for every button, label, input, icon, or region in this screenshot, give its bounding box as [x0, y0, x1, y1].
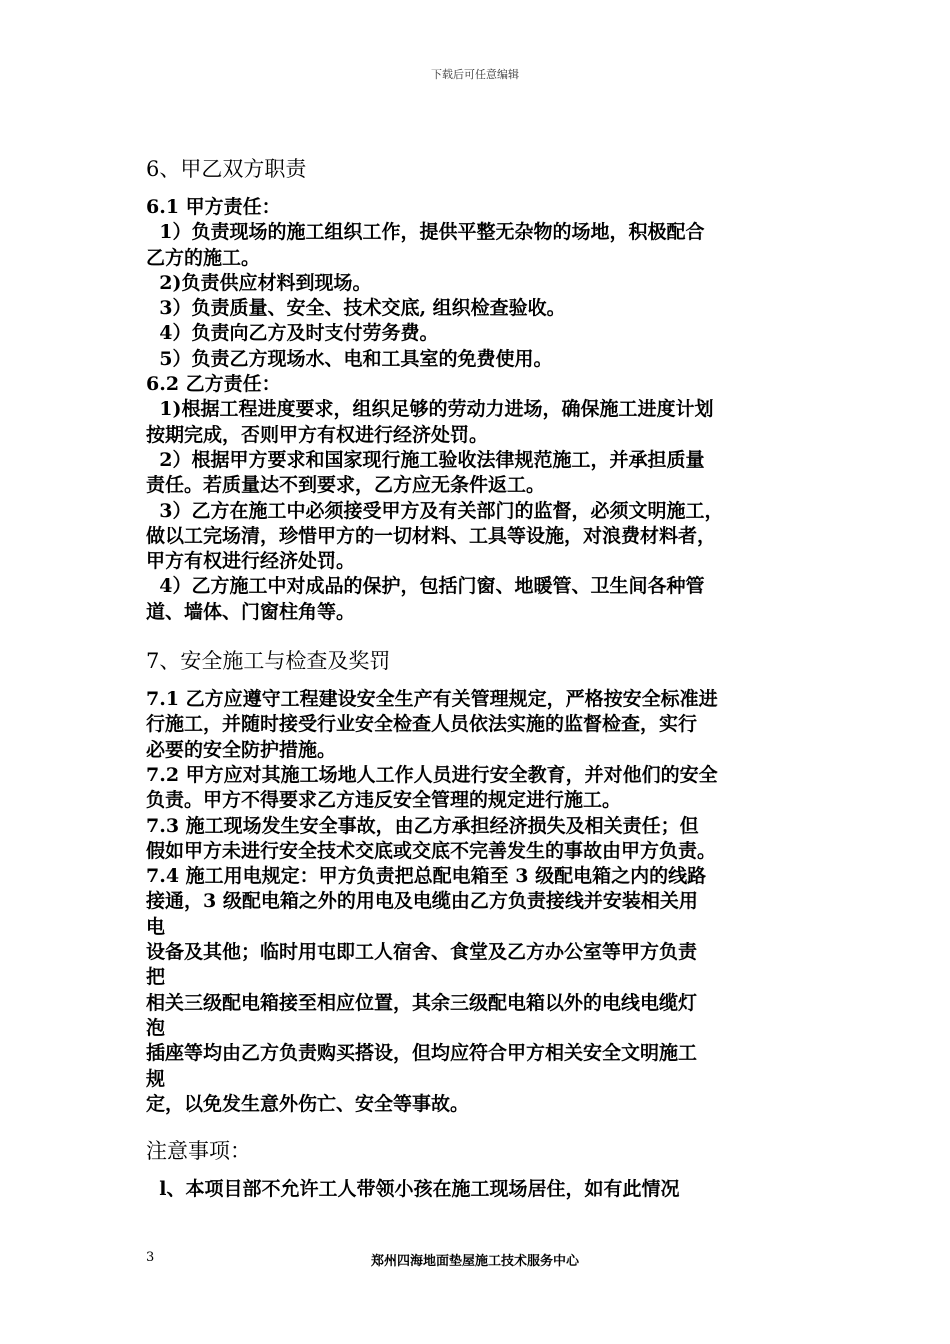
- text-line: 7.2 甲方应对其施工场地人工作人员进行安全教育，并对他们的安全: [146, 763, 718, 786]
- text-line: 插座等均由乙方负责购买搭设，但均应符合甲方相关安全文明施工: [146, 1042, 698, 1065]
- text-line: 按期完成，否则甲方有权进行经济处罚。: [146, 423, 489, 446]
- notes-title: 注意事项：: [146, 1139, 251, 1164]
- text-line: 乙方的施工。: [146, 246, 261, 269]
- text-line: 道、墙体、门窗柱角等。: [146, 600, 356, 623]
- text-line: 责任。若质量达不到要求，乙方应无条件返工。: [146, 474, 546, 497]
- text-line: 4）负责向乙方及时支付劳务费。: [146, 322, 439, 345]
- text-line: l、本项目部不允许工人带领小孩在施工现场居住，如有此情况: [146, 1178, 680, 1201]
- text-line: 3）负责质量、安全、技术交底, 组织检查验收。: [146, 297, 566, 320]
- text-line: 1)根据工程进度要求，组织足够的劳动力进场，确保施工进度计划: [146, 398, 714, 421]
- text-line: 6.1 甲方责任：: [146, 196, 281, 218]
- text-line: 负责。甲方不得要求乙方违反安全管理的规定进行施工。: [146, 789, 622, 812]
- text-line: 7.3 施工现场发生安全事故，由乙方承担经济损失及相关责任；但: [146, 814, 699, 837]
- text-line: 2)负责供应材料到现场。: [146, 271, 372, 294]
- text-line: 电: [146, 915, 166, 938]
- section-7-body: [146, 687, 826, 1117]
- text-line: 7.4 施工用电规定：甲方负责把总配电箱至 3 级配电箱之内的线路: [146, 865, 707, 888]
- text-line: 假如甲方未进行安全技术交底或交底不完善发生的事故由甲方负责。: [146, 839, 717, 862]
- text-line: 把: [146, 966, 166, 989]
- text-line: 定，以免发生意外伤亡、安全等事故。: [146, 1092, 470, 1115]
- text-line: 3）乙方在施工中必须接受甲方及有关部门的监督，必须文明施工，: [146, 499, 724, 522]
- section-7-title: 7、安全施工与检查及奖罚: [146, 649, 391, 674]
- document-body: [146, 155, 826, 1202]
- section-6-body: [146, 195, 826, 625]
- text-line: 泡: [146, 1016, 166, 1039]
- text-line: 2）根据甲方要求和国家现行施工验收法律规范施工，并承担质量: [146, 448, 705, 471]
- text-line: 接通，3 级配电箱之外的用电及电缆由乙方负责接线并安装相关用: [146, 890, 698, 913]
- page-header: 下载后可任意编辑: [431, 68, 519, 81]
- notes-body: [146, 1177, 826, 1202]
- text-line: 必要的安全防护措施。: [146, 738, 337, 761]
- text-line: 设备及其他；临时用屯即工人宿舍、食堂及乙方办公室等甲方负责: [146, 941, 698, 964]
- text-line: 5）负责乙方现场水、电和工具室的免费使用。: [146, 347, 553, 370]
- section-6-title: 6、甲乙双方职责: [146, 157, 307, 181]
- text-line: 相关三级配电箱接至相应位置，其余三级配电箱以外的电线电缆灯: [146, 991, 698, 1014]
- text-line: 6.2 乙方责任：: [146, 373, 281, 396]
- footer-text: 郑州四海地面垫屋施工技术服务中心: [370, 1254, 579, 1269]
- text-line: 甲方有权进行经济处罚。: [146, 550, 356, 573]
- text-line: 7.1 乙方应遵守工程建设安全生产有关管理规定，严格按安全标准进: [146, 688, 718, 711]
- page-number: 3: [146, 1250, 155, 1265]
- text-line: 规: [146, 1067, 166, 1090]
- text-line: 1）负责现场的施工组织工作，提供平整无杂物的场地，积极配合: [146, 221, 705, 244]
- text-line: 做以工完场清，珍惜甲方的一切材料、工具等设施，对浪费材料者，: [146, 524, 717, 547]
- text-line: 行施工，并随时接受行业安全检查人员依法实施的监督检查，实行: [146, 713, 698, 736]
- text-line: 4）乙方施工中对成品的保护，包括门窗、地暖管、卫生间各种管: [146, 575, 705, 598]
